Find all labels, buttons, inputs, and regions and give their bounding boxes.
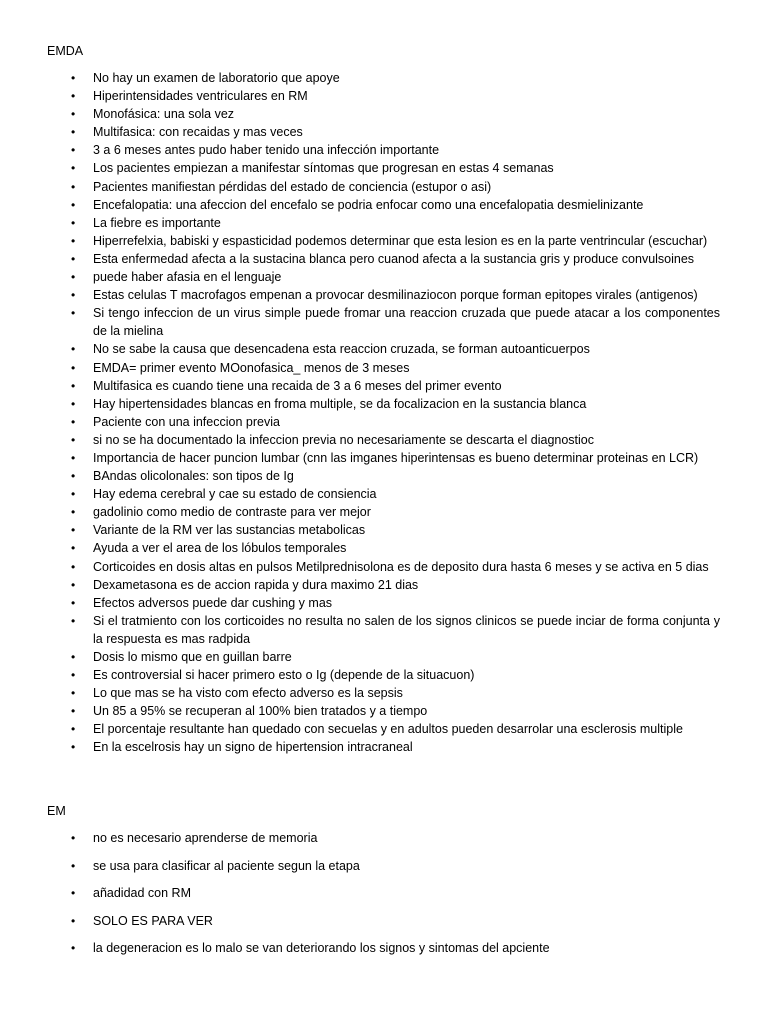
list-item-text: Encefalopatia: una afeccion del encefalo se podria enfocar como una encefalopatia desmielinizante [93, 197, 644, 212]
bullet-icon: • [71, 650, 76, 664]
list-item-text: puede haber afasia en el lenguaje [93, 270, 282, 285]
list-item-text: Paciente con una infeccion previa [93, 414, 280, 429]
bullet-icon: • [71, 251, 76, 266]
list-item [0, 377, 768, 395]
list-item [0, 449, 768, 467]
list-item-text: Si el tratmiento con los corticoides no resulta no salen de los signos clinicos se puede inciar de forma conjunta y la respuesta es mas radpida [93, 613, 720, 646]
list-item [0, 413, 768, 431]
list-item-text: Esta enfermedad afecta a la sustacina blanca pero cuanod afecta a la sustancia gris y produce convulsoines [93, 251, 695, 266]
list-item [0, 87, 768, 105]
list-item [0, 884, 768, 902]
list-item-text: Dosis lo mismo que en guillan barre [93, 650, 292, 664]
list-item [0, 576, 768, 594]
bullet-icon: • [71, 858, 76, 873]
list-item [0, 286, 768, 304]
list-item [0, 738, 768, 756]
list-item [0, 939, 768, 957]
list-item [0, 666, 768, 684]
bullet-icon: • [71, 89, 76, 104]
list-item-text: Los pacientes empiezan a manifestar síntomas que progresan en estas 4 semanas [93, 161, 554, 176]
bullet-icon: • [71, 450, 76, 465]
bullet-icon: • [71, 505, 76, 520]
bullet-icon: • [71, 559, 76, 574]
bullet-icon: • [71, 831, 76, 845]
section-heading-emda: EMDA [47, 44, 84, 58]
list-item-text: Efectos adversos puede dar cushing y mas [93, 595, 333, 610]
list-item [0, 558, 768, 576]
list-item [0, 159, 768, 177]
bullet-icon: • [71, 577, 76, 592]
bullet-icon: • [71, 487, 76, 502]
list-item [0, 467, 768, 485]
list-item-text: Importancia de hacer puncion lumbar (cnn las imganes hiperintensas es bueno determinar proteinas en LCR) [93, 450, 699, 465]
bullet-icon: • [71, 378, 76, 393]
list-item-text: BAndas olicolonales: son tipos de Ig [93, 469, 294, 484]
list-item-text: En la escelrosis hay un signo de hipertension intracraneal [93, 740, 413, 755]
bullet-icon: • [71, 613, 76, 628]
list-item-text: Multifasica: con recaidas y mas veces [93, 125, 303, 140]
bullet-icon: • [71, 704, 76, 719]
list-item [0, 503, 768, 521]
bullet-icon: • [71, 913, 76, 928]
bullet-icon: • [71, 143, 76, 158]
bullet-icon: • [71, 523, 76, 538]
bullet-icon: • [71, 740, 76, 755]
list-item [0, 69, 768, 87]
bullet-icon: • [71, 722, 76, 737]
bullet-icon: • [71, 396, 76, 411]
list-item [0, 178, 768, 196]
list-item [0, 232, 768, 250]
bullet-list-em [0, 829, 768, 967]
bullet-icon: • [71, 414, 76, 429]
list-item [0, 521, 768, 539]
list-item [0, 141, 768, 159]
bullet-icon: • [71, 886, 76, 900]
list-item-text: La fiebre es importante [93, 215, 221, 230]
bullet-icon: • [71, 270, 76, 285]
list-item [0, 340, 768, 358]
list-item [0, 214, 768, 232]
bullet-icon: • [71, 941, 76, 955]
list-item-text: 3 a 6 meses antes pudo haber tenido una infección importante [93, 143, 440, 158]
bullet-icon: • [71, 668, 76, 683]
bullet-icon: • [71, 306, 76, 321]
bullet-icon: • [71, 197, 76, 212]
list-item-text: se usa para clasificar al paciente segun la etapa [93, 858, 360, 873]
list-item-text: la degeneracion es lo malo se van deteriorando los signos y sintomas del apciente [93, 941, 550, 955]
list-item [0, 359, 768, 377]
bullet-list-emda [0, 69, 768, 757]
list-item [0, 648, 768, 666]
list-item-text: Hay edema cerebral y cae su estado de consiencia [93, 487, 377, 502]
bullet-icon: • [71, 125, 76, 140]
bullet-icon: • [71, 161, 76, 176]
bullet-icon: • [71, 469, 76, 484]
section-heading-em: EM [47, 804, 66, 818]
list-item [0, 539, 768, 557]
list-item-text: Dexametasona es de accion rapida y dura maximo 21 dias [93, 577, 419, 592]
bullet-icon: • [71, 595, 76, 610]
bullet-icon: • [71, 71, 76, 85]
list-item-text: Multifasica es cuando tiene una recaida de 3 a 6 meses del primer evento [93, 378, 502, 393]
list-item-text: Es controversial si hacer primero esto o Ig (depende de la situacuon) [93, 668, 475, 683]
list-item-text: Corticoides en dosis altas en pulsos Metilprednisolona es de deposito dura hasta 6 meses y se activa en 5 dias [93, 559, 709, 574]
bullet-icon: • [71, 215, 76, 230]
list-item-text: si no se ha documentado la infeccion previa no necesariamente se descarta el diagnostioc [93, 432, 595, 447]
bullet-icon: • [71, 342, 76, 357]
list-item [0, 720, 768, 738]
bullet-icon: • [71, 107, 76, 122]
list-item [0, 196, 768, 214]
list-item [0, 485, 768, 503]
list-item-text: Hay hipertensidades blancas en froma multiple, se da focalizacion en la sustancia blanca [93, 396, 587, 411]
list-item [0, 612, 768, 648]
list-item-text: Estas celulas T macrofagos empenan a provocar desmilinaziocon porque forman epitopes virales (antigenos) [93, 288, 698, 303]
list-item [0, 304, 768, 340]
list-item [0, 431, 768, 449]
list-item-text: Un 85 a 95% se recuperan al 100% bien tratados y a tiempo [93, 704, 428, 719]
list-item [0, 268, 768, 286]
list-item [0, 684, 768, 702]
list-item-text: No se sabe la causa que desencadena esta reaccion cruzada, se forman autoanticuerpos [93, 342, 590, 357]
list-item-text: Lo que mas se ha visto com efecto adverso es la sepsis [93, 686, 403, 701]
list-item-text: Monofásica: una sola vez [93, 107, 235, 122]
list-item [0, 105, 768, 123]
list-item-text: Variante de la RM ver las sustancias metabolicas [93, 523, 366, 538]
list-item-text: Ayuda a ver el area de los lóbulos temporales [93, 541, 347, 556]
list-item [0, 702, 768, 720]
bullet-icon: • [71, 179, 76, 194]
list-item-text: Pacientes manifiestan pérdidas del estado de conciencia (estupor o asi) [93, 179, 492, 194]
list-item-text: EMDA= primer evento MOonofasica_ menos de 3 meses [93, 360, 410, 375]
list-item-text: No hay un examen de laboratorio que apoye [93, 71, 340, 85]
list-item-text: gadolinio como medio de contraste para ver mejor [93, 505, 371, 520]
list-item-text: Hiperrefelxia, babiski y espasticidad podemos determinar que esta lesion es en la parte ventrincular (escuchar) [93, 233, 708, 248]
list-item-text: SOLO ES PARA VER [93, 913, 213, 928]
list-item-text: Hiperintensidades ventriculares en RM [93, 89, 308, 104]
list-item-text: Si tengo infeccion de un virus simple puede fromar una reaccion cruzada que puede atacar a los componentes de la mielina [93, 306, 720, 339]
list-item [0, 594, 768, 612]
bullet-icon: • [71, 432, 76, 447]
list-item [0, 912, 768, 930]
bullet-icon: • [71, 233, 76, 248]
list-item-text: añadidad con RM [93, 886, 191, 900]
bullet-icon: • [71, 686, 76, 701]
bullet-icon: • [71, 288, 76, 303]
list-item-text: no es necesario aprenderse de memoria [93, 831, 318, 845]
list-item [0, 123, 768, 141]
list-item [0, 250, 768, 268]
list-item [0, 857, 768, 875]
list-item [0, 395, 768, 413]
bullet-icon: • [71, 541, 76, 556]
list-item [0, 829, 768, 847]
bullet-icon: • [71, 360, 76, 375]
list-item-text: El porcentaje resultante han quedado con secuelas y en adultos pueden desarrolar una esclerosis multiple [93, 722, 683, 737]
